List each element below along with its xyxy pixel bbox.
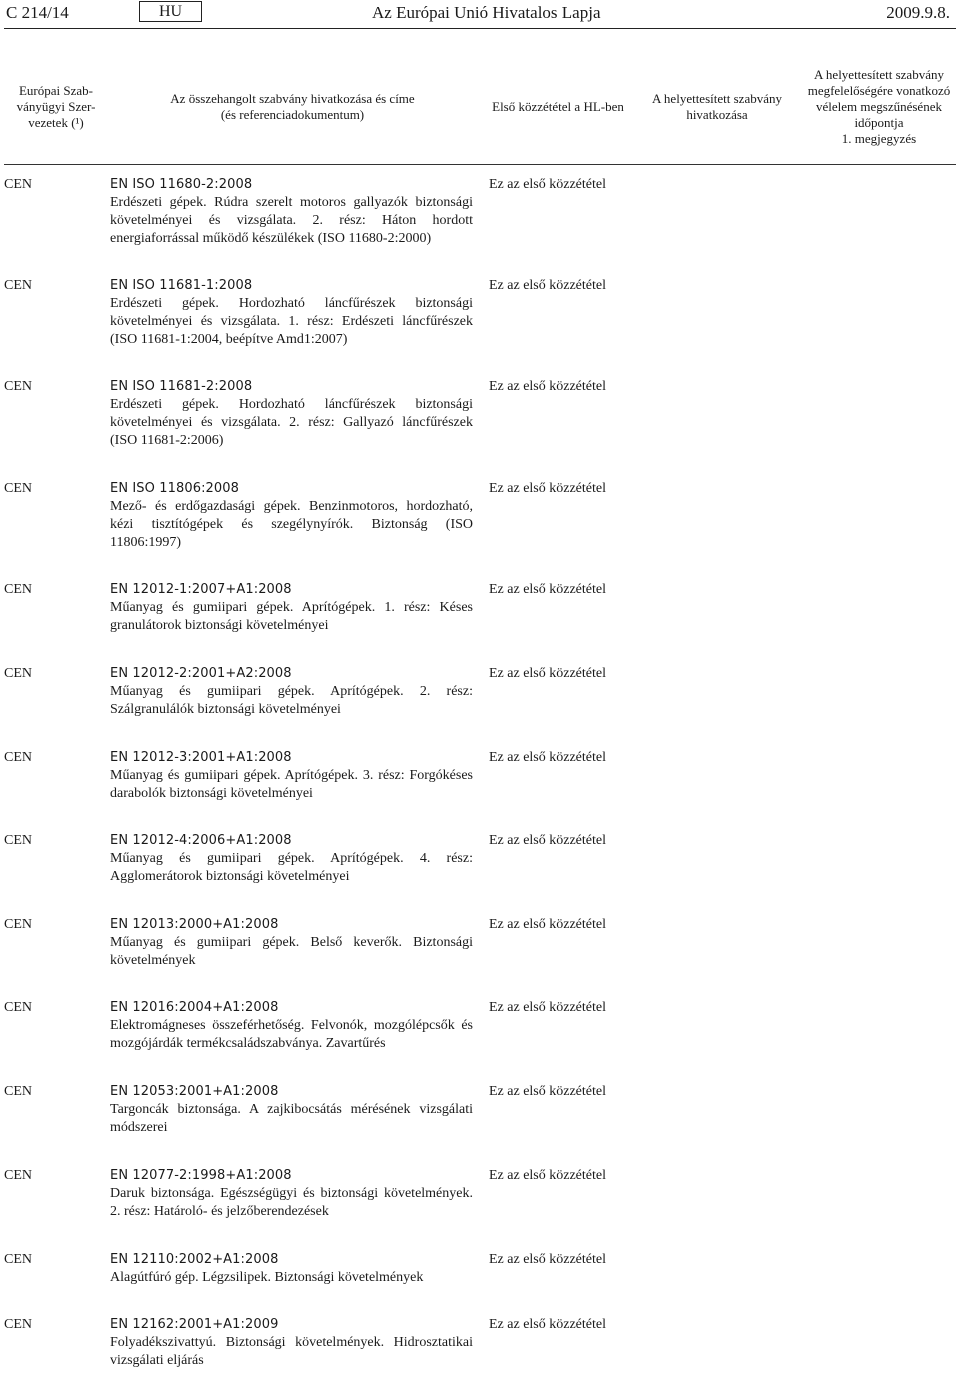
- column-header-org-text: Európai Szab- ványügyi Szer- vezetek (¹): [16, 83, 96, 130]
- standard-cell: [110, 1167, 473, 1221]
- first-publication-cell: Ez az első közzététel: [489, 177, 606, 192]
- org-cell: CEN: [4, 278, 32, 293]
- org-cell: CEN: [4, 1317, 32, 1332]
- column-header-org: [4, 52, 108, 162]
- standard-title: Folyadékszivattyú. Biztonsági követelmények. Hidrosztatikai vizsgálati eljárás: [110, 1335, 473, 1368]
- standard-title: Műanyag és gumiipari gépek. Aprítógépek. 3. rész: Forgókéses darabolók biztonsági követelményei: [110, 768, 473, 801]
- org-cell: CEN: [4, 833, 32, 848]
- standard-cell: [110, 277, 473, 349]
- standard-code: EN 12162:2001+A1:2009: [110, 1317, 279, 1332]
- standard-title: Alagútfúró gép. Légzsilipek. Biztonsági követelmények: [110, 1270, 424, 1285]
- first-publication-cell: Ez az első közzététel: [489, 750, 606, 765]
- column-header-title-text: Az összehangolt szabvány hivatkozása és címe (és referenciadokumentum): [170, 91, 415, 122]
- column-header-replaced: [642, 52, 792, 162]
- org-cell: CEN: [4, 1084, 32, 1099]
- header-rule: [4, 164, 956, 165]
- standard-cell: [110, 581, 473, 635]
- first-publication-cell: Ez az első közzététel: [489, 1084, 606, 1099]
- standard-code: EN ISO 11681-1:2008: [110, 278, 253, 293]
- standard-title: Elektromágneses összeférhetőség. Felvonók, mozgólépcsők és mozgójárdák termékcsaládszabványa. Zavartűrés: [110, 1018, 473, 1051]
- standard-title: Műanyag és gumiipari gépek. Aprítógépek. 1. rész: Késes granulátorok biztonsági követelményei: [110, 600, 473, 633]
- first-publication-cell: Ez az első közzététel: [489, 481, 606, 496]
- org-cell: CEN: [4, 481, 32, 496]
- column-header-first-pub: [483, 52, 633, 162]
- standard-code: EN 12012-4:2006+A1:2008: [110, 833, 292, 848]
- first-publication-cell: Ez az első közzététel: [489, 833, 606, 848]
- standard-code: EN 12012-2:2001+A2:2008: [110, 666, 292, 681]
- standard-title: Erdészeti gépek. Hordozható láncfűrészek biztonsági követelményei és vizsgálata. 1. rész: Erdészeti láncfűrészek (ISO 11681-1:2004, beépítve Amd1:2007): [110, 296, 473, 347]
- first-publication-cell: Ez az első közzététel: [489, 1000, 606, 1015]
- standard-code: EN 12077-2:1998+A1:2008: [110, 1168, 292, 1183]
- standard-title: Műanyag és gumiipari gépek. Aprítógépek. 4. rész: Agglomerátorok biztonsági követelményei: [110, 851, 473, 884]
- org-cell: CEN: [4, 666, 32, 681]
- org-cell: CEN: [4, 750, 32, 765]
- standard-code: EN 12012-1:2007+A1:2008: [110, 582, 292, 597]
- column-header-title: [150, 52, 435, 162]
- org-cell: CEN: [4, 1168, 32, 1183]
- standard-cell: [110, 480, 473, 552]
- first-publication-cell: Ez az első közzététel: [489, 379, 606, 394]
- first-publication-cell: Ez az első közzététel: [489, 582, 606, 597]
- org-cell: CEN: [4, 379, 32, 394]
- first-publication-cell: Ez az első közzététel: [489, 1317, 606, 1332]
- standard-cell: [110, 1251, 473, 1287]
- org-cell: CEN: [4, 177, 32, 192]
- standard-code: EN 12110:2002+A1:2008: [110, 1252, 279, 1267]
- standard-code: EN ISO 11806:2008: [110, 481, 240, 496]
- org-cell: CEN: [4, 1000, 32, 1015]
- standard-title: Műanyag és gumiipari gépek. Aprítógépek. 2. rész: Szálgranulálók biztonsági követelményei: [110, 684, 473, 717]
- standard-title: Targoncák biztonsága. A zajkibocsátás mérésének vizsgálati módszerei: [110, 1102, 473, 1135]
- publication-date: 2009.9.8.: [886, 3, 950, 22]
- org-cell: CEN: [4, 917, 32, 932]
- standard-title: Erdészeti gépek. Hordozható láncfűrészek biztonsági követelményei és vizsgálata. 2. rész: Gallyazó láncfűrészek (ISO 11681-2:2006): [110, 397, 473, 448]
- standard-cell: [110, 665, 473, 719]
- standard-title: Erdészeti gépek. Rúdra szerelt motoros gallyazók biztonsági követelményei és vizsgálata. 2. rész: Háton hordott energiaforrással működő készülékek (ISO 11680-2:2000): [110, 195, 473, 246]
- standard-code: EN 12012-3:2001+A1:2008: [110, 750, 292, 765]
- standard-cell: [110, 832, 473, 886]
- standard-code: EN ISO 11680-2:2008: [110, 177, 253, 192]
- standard-title: Daruk biztonsága. Egészségügyi és biztonsági követelmények. 2. rész: Határoló- és jelzőberendezések: [110, 1186, 473, 1219]
- standard-code: EN 12053:2001+A1:2008: [110, 1084, 279, 1099]
- first-publication-cell: Ez az első közzététel: [489, 1252, 606, 1267]
- org-cell: CEN: [4, 582, 32, 597]
- column-header-cessation-text: A helyettesített szabvány megfelelőségére vonatkozó vélelem megszűnésének időpontja 1. megjegyzés: [807, 67, 951, 146]
- first-publication-cell: Ez az első közzététel: [489, 1168, 606, 1183]
- page-reference: C 214/14: [6, 3, 69, 22]
- standard-cell: [110, 378, 473, 450]
- standard-code: EN 12016:2004+A1:2008: [110, 1000, 279, 1015]
- column-header-first-pub-text: Első közzététel a HL-ben: [492, 99, 624, 114]
- standard-code: EN 12013:2000+A1:2008: [110, 917, 279, 932]
- standard-code: EN ISO 11681-2:2008: [110, 379, 253, 394]
- page-header: [4, 0, 956, 29]
- standard-cell: [110, 749, 473, 803]
- column-header-replaced-text: A helyettesített szabvány hivatkozása: [652, 91, 782, 122]
- first-publication-cell: Ez az első közzététel: [489, 278, 606, 293]
- first-publication-cell: Ez az első közzététel: [489, 666, 606, 681]
- standard-title: Műanyag és gumiipari gépek. Belső keverők. Biztonsági követelmények: [110, 935, 473, 968]
- standard-cell: [110, 999, 473, 1053]
- standard-cell: [110, 916, 473, 970]
- column-header-cessation: [798, 52, 960, 162]
- standard-title: Mező- és erdőgazdasági gépek. Benzinmotoros, hordozható, kézi tisztítógépek és szegélynyírók. Biztonság (ISO 11806:1997): [110, 499, 473, 550]
- first-publication-cell: Ez az első közzététel: [489, 917, 606, 932]
- language-badge: HU: [139, 1, 202, 22]
- standard-cell: [110, 1083, 473, 1137]
- journal-title: Az Európai Unió Hivatalos Lapja: [372, 3, 601, 22]
- org-cell: CEN: [4, 1252, 32, 1267]
- standard-cell: [110, 176, 473, 248]
- standard-cell: [110, 1316, 473, 1370]
